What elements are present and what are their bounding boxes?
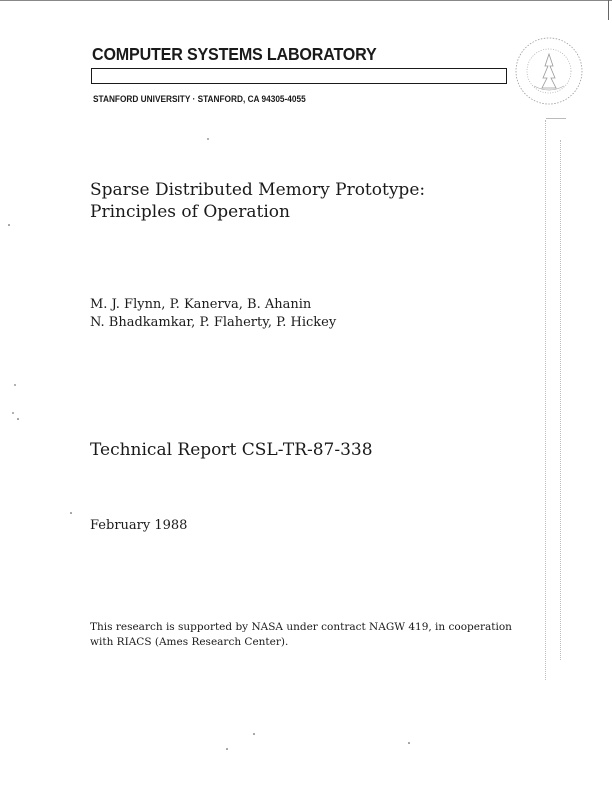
document-title-line-1: Sparse Distributed Memory Prototype: <box>90 180 426 200</box>
funding-note-line-2: with RIACS (Ames Research Center). <box>90 636 289 648</box>
scan-speck <box>17 418 19 420</box>
scan-speck <box>207 138 209 140</box>
scan-speck <box>14 384 16 386</box>
scan-speck <box>408 742 410 744</box>
scan-edge-line <box>545 120 546 680</box>
scan-edge-mark <box>546 118 566 119</box>
scan-corner-edge <box>608 0 609 20</box>
authors-line-2: N. Bhadkamkar, P. Flaherty, P. Hickey <box>90 315 337 330</box>
lab-name: COMPUTER SYSTEMS LABORATORY <box>92 44 377 64</box>
scan-speck <box>70 512 72 514</box>
funding-note-line-1: This research is supported by NASA under contract NAGW 419, in cooperation <box>90 621 512 633</box>
header-rule-box <box>91 68 507 84</box>
scan-speck <box>253 733 255 735</box>
report-date: February 1988 <box>90 518 188 533</box>
university-address: STANFORD UNIVERSITY · STANFORD, CA 94305-4055 <box>93 94 306 104</box>
scan-edge-line <box>560 140 561 660</box>
scan-speck <box>226 748 228 750</box>
scan-speck <box>12 412 14 414</box>
scan-speck <box>8 224 10 226</box>
report-number: Technical Report CSL-TR-87-338 <box>90 440 373 460</box>
funding-note <box>90 620 512 650</box>
stanford-seal-icon <box>514 36 584 106</box>
document-title-line-2: Principles of Operation <box>90 202 290 222</box>
scan-top-edge <box>0 0 612 1</box>
authors-line-1: M. J. Flynn, P. Kanerva, B. Ahanin <box>90 297 312 312</box>
